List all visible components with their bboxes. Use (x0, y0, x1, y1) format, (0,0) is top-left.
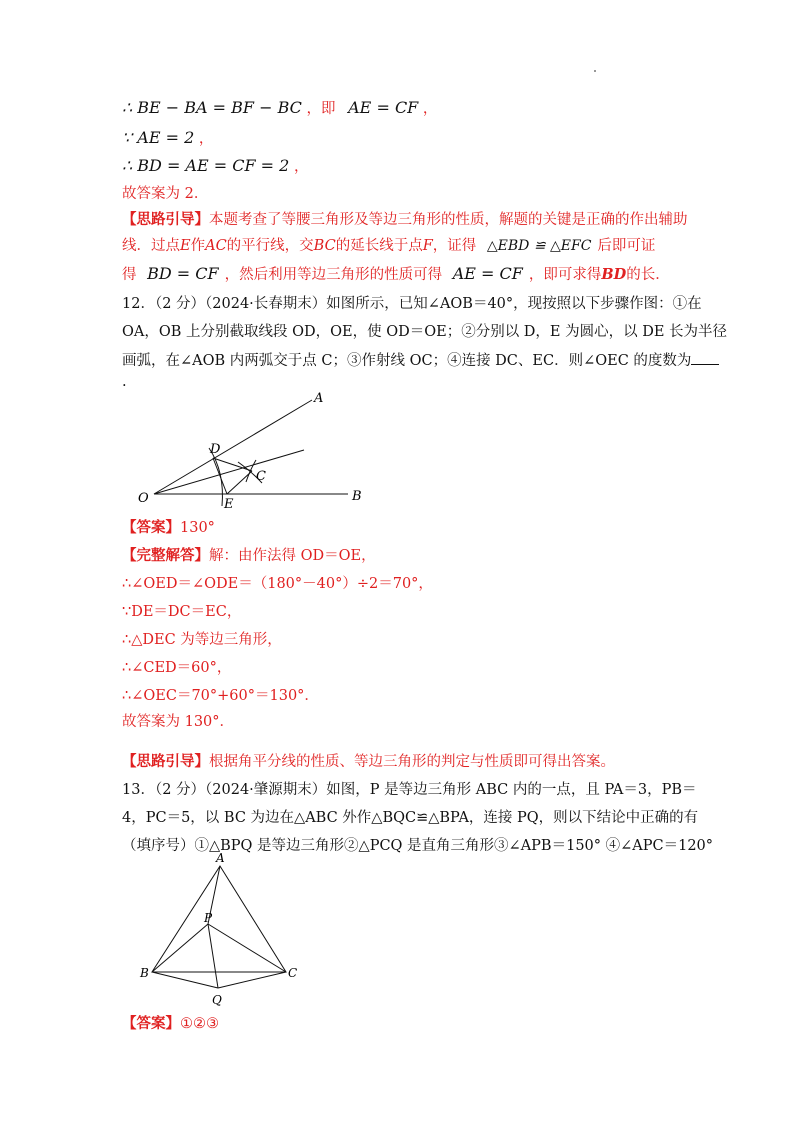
ray-oc (154, 450, 304, 494)
q12-full-solution-5: ∴∠CED＝60°， (122, 660, 232, 676)
sol11-line3: ∴ BD = AE = CF = 2 ， (122, 156, 309, 175)
label-a: A (216, 851, 225, 865)
q12-full-solution-6: ∴∠OEC＝70°+60°＝130°． (122, 688, 319, 704)
q13-answer: 【答案】①②③ (122, 1015, 219, 1032)
sol11-guide-line1: 【思路引导】本题考查了等腰三角形及等边三角形的性质，解题的关键是正确的作出辅助 (122, 211, 688, 228)
segment-pb (152, 924, 208, 972)
page-dot (594, 70, 596, 72)
label-b: B (140, 966, 149, 980)
segment-bq (152, 972, 218, 988)
label-c: C (288, 966, 298, 980)
q13-figure (130, 846, 310, 1016)
answer-blank (691, 350, 719, 365)
sol11-line1: ∴ BE − BA = BF − BC ，即 AE = CF ， (122, 98, 438, 117)
q12-full-solution-2: ∴∠OED＝∠ODE＝（180°－40°）÷2＝70°， (122, 576, 433, 592)
label-q: Q (212, 993, 222, 1007)
segment-pc (208, 924, 286, 972)
sol11-guide-line3: 得 BD = CF ，然后利用等边三角形的性质可得 AE = CF ，即可求得BD的长． (122, 264, 670, 283)
label-o: O (138, 491, 149, 506)
q12-full-solution-3: ∵DE＝DC＝EC， (122, 604, 242, 620)
segment-pq (208, 924, 218, 988)
label-b: B (352, 489, 362, 504)
q12-figure (130, 390, 390, 520)
label-a: A (314, 391, 324, 406)
sol11-guide-line2: 线．过点E作AC的平行线，交BC的延长线于点F，证得 △EBD ≌ △EFC 后即可证 (122, 238, 656, 254)
q12-full-solution-1: 【完整解答】解：由作法得 OD＝OE， (122, 547, 376, 564)
sol11-line2: ∵ AE = 2 ， (122, 128, 214, 147)
eq-be-ba: ∴ BE − BA = BF − BC (122, 98, 302, 117)
sol11-answer: 故答案为 2． (122, 186, 209, 202)
ray-oa (154, 400, 312, 494)
q12-answer: 【答案】130° (122, 519, 215, 536)
q12-full-solution-4: ∴△DEC 为等边三角形， (122, 632, 282, 648)
q13-line2: 4，PC＝5，以 BC 为边在△ABC 外作△BQC≌△BPA，连接 PQ，则以下结论中正确的有 (122, 810, 699, 826)
q13-line1: 13．（2 分）（2024·肇源期末）如图，P 是等边三角形 ABC 内的一点，且 PA＝3，PB＝ (122, 782, 697, 798)
q12-line4: . (122, 374, 127, 390)
triangle-abc (152, 866, 286, 972)
label-c: C (256, 469, 266, 484)
q12-line3: 画弧，在∠AOB 内两弧交于点 C；③作射线 OC；④连接 DC、EC．则∠OEC 的度数为 (122, 350, 719, 371)
guide-tag: 【思路引导】 (122, 211, 209, 228)
q12-guide: 【思路引导】根据角平分线的性质、等边三角形的判定与性质即可得出答案。 (122, 753, 615, 770)
segment-cq (218, 972, 286, 988)
q13-line3: （填序号）①△BPQ 是等边三角形②△PCQ 是直角三角形③∠APB＝150° ④∠APC＝120° (122, 838, 714, 854)
q12-line1: 12．（2 分）（2024·长春期末）如图所示，已知∠AOB＝40°，现按照以下步骤作图：①在 (122, 296, 702, 312)
q12-line2: OA，OB 上分别截取线段 OD，OE，使 OD＝OE；②分别以 D，E 为圆心，以 DE 长为半径 (122, 324, 728, 340)
label-d: D (210, 442, 221, 457)
label-e: E (224, 497, 234, 512)
q12-full-solution-7: 故答案为 130°． (122, 714, 235, 730)
label-p: P (204, 911, 213, 925)
segment-ec (227, 471, 252, 494)
